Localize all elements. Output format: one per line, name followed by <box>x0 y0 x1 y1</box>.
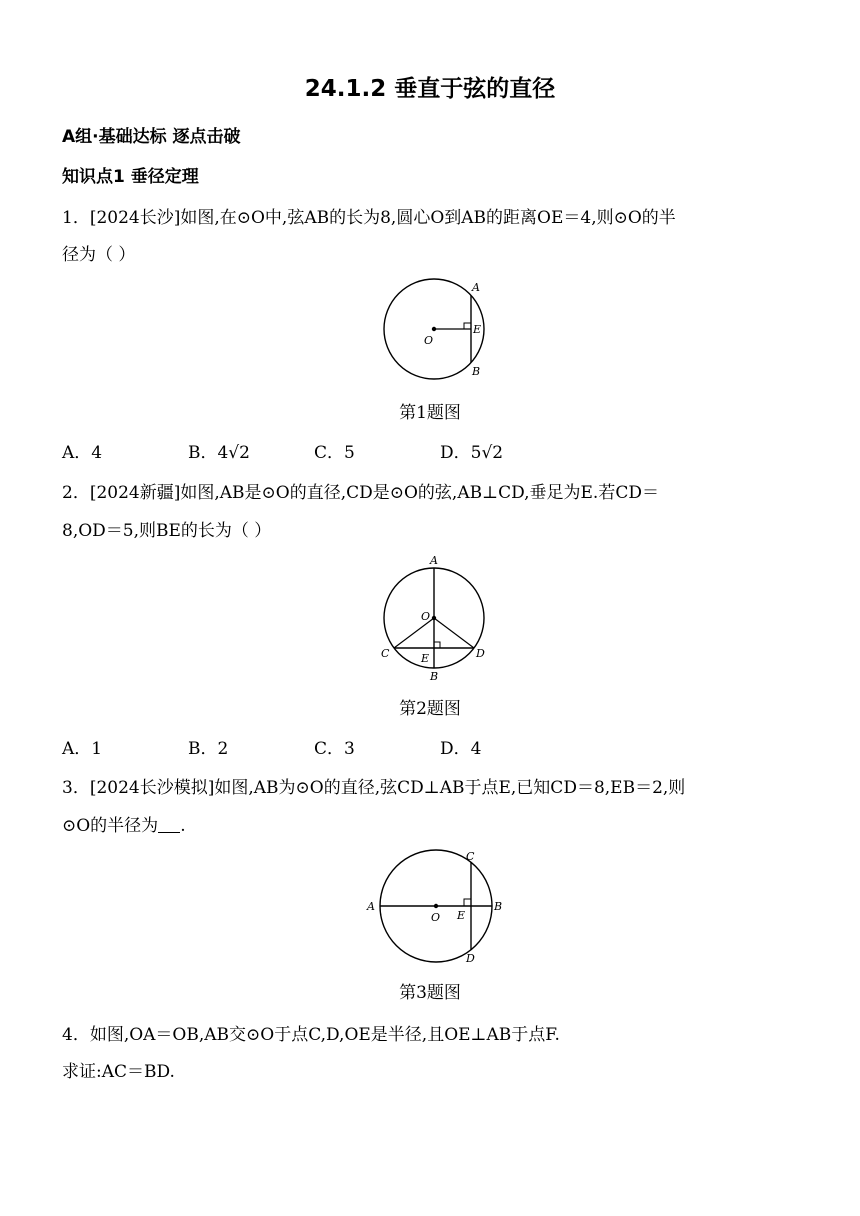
q3-center-dot <box>434 904 438 908</box>
q1-label-a: A <box>472 281 480 294</box>
q1-text-line1: 1．[2024长沙]如图,在⊙O中,弦AB的长为8,圆心O到AB的距离OE＝4,则⊙O的半 <box>62 208 676 228</box>
q1-right-angle-mark <box>464 323 471 329</box>
q1-center-dot <box>432 327 436 331</box>
q1-option-c[interactable]: C．5 <box>314 443 355 463</box>
q1-text-line2: 径为（ ） <box>62 245 136 265</box>
q2-label-b: B <box>430 670 439 682</box>
q1-label-b: B <box>472 365 481 378</box>
q1-figure <box>372 274 496 384</box>
q2-text-line2: 8,OD＝5,则BE的长为（ ） <box>62 521 272 541</box>
q1-option-d[interactable]: D．5√2 <box>440 443 504 463</box>
q3-label-b: B <box>494 900 503 913</box>
q2-option-a[interactable]: A．1 <box>62 739 103 759</box>
q1-option-b[interactable]: B．4√2 <box>188 443 250 463</box>
q3-label-o: O <box>431 911 441 924</box>
q2-text-line1: 2．[2024新疆]如图,AB是⊙O的直径,CD是⊙O的弦,AB⊥CD,垂足为E.若CD＝ <box>62 483 659 503</box>
q1-option-a[interactable]: A．4 <box>62 443 103 463</box>
q3-right-angle-mark <box>464 899 471 906</box>
q3-label-c: C <box>466 850 475 863</box>
knowledge-point-heading: 知识点1 垂径定理 <box>62 167 199 187</box>
q2-label-a: A <box>430 554 438 567</box>
q4-text-line2: 求证:AC＝BD. <box>62 1062 175 1082</box>
q2-label-e: E <box>421 652 430 665</box>
q2-caption: 第2题图 <box>399 699 461 719</box>
q3-text-line2-main: ⊙O的半径为 <box>62 816 159 836</box>
q3-label-e: E <box>457 909 466 922</box>
q4-text-line1: 4．如图,OA＝OB,AB交⊙O于点C,D,OE是半径,且OE⊥AB于点F. <box>62 1025 560 1045</box>
q2-option-d[interactable]: D．4 <box>440 739 482 759</box>
q1-caption: 第1题图 <box>399 403 461 423</box>
q2-right-angle-mark <box>434 642 440 648</box>
q3-text-line1: 3．[2024长沙模拟]如图,AB为⊙O的直径,弦CD⊥AB于点E,已知CD＝8,EB＝2,则 <box>62 778 686 798</box>
q3-label-d: D <box>466 952 475 965</box>
q2-center-dot <box>432 616 436 620</box>
q3-text-line2-end: . <box>180 816 186 836</box>
q3-label-a: A <box>367 900 375 913</box>
q1-label-o: O <box>424 334 434 347</box>
q2-option-c[interactable]: C．3 <box>314 739 355 759</box>
q3-figure <box>362 848 510 968</box>
q3-answer-blank[interactable] <box>158 818 180 833</box>
q2-label-d: D <box>476 647 485 660</box>
q3-text-line2 <box>62 811 802 836</box>
section-heading: A组·基础达标 逐点击破 <box>62 127 241 147</box>
q2-figure <box>376 552 492 682</box>
q2-option-b[interactable]: B．2 <box>188 739 229 759</box>
q1-label-e: E <box>473 323 482 336</box>
q3-caption: 第3题图 <box>399 983 461 1003</box>
page-title: 24.1.2 垂直于弦的直径 <box>304 76 556 102</box>
q2-label-o: O <box>421 610 431 623</box>
q2-label-c: C <box>381 647 390 660</box>
